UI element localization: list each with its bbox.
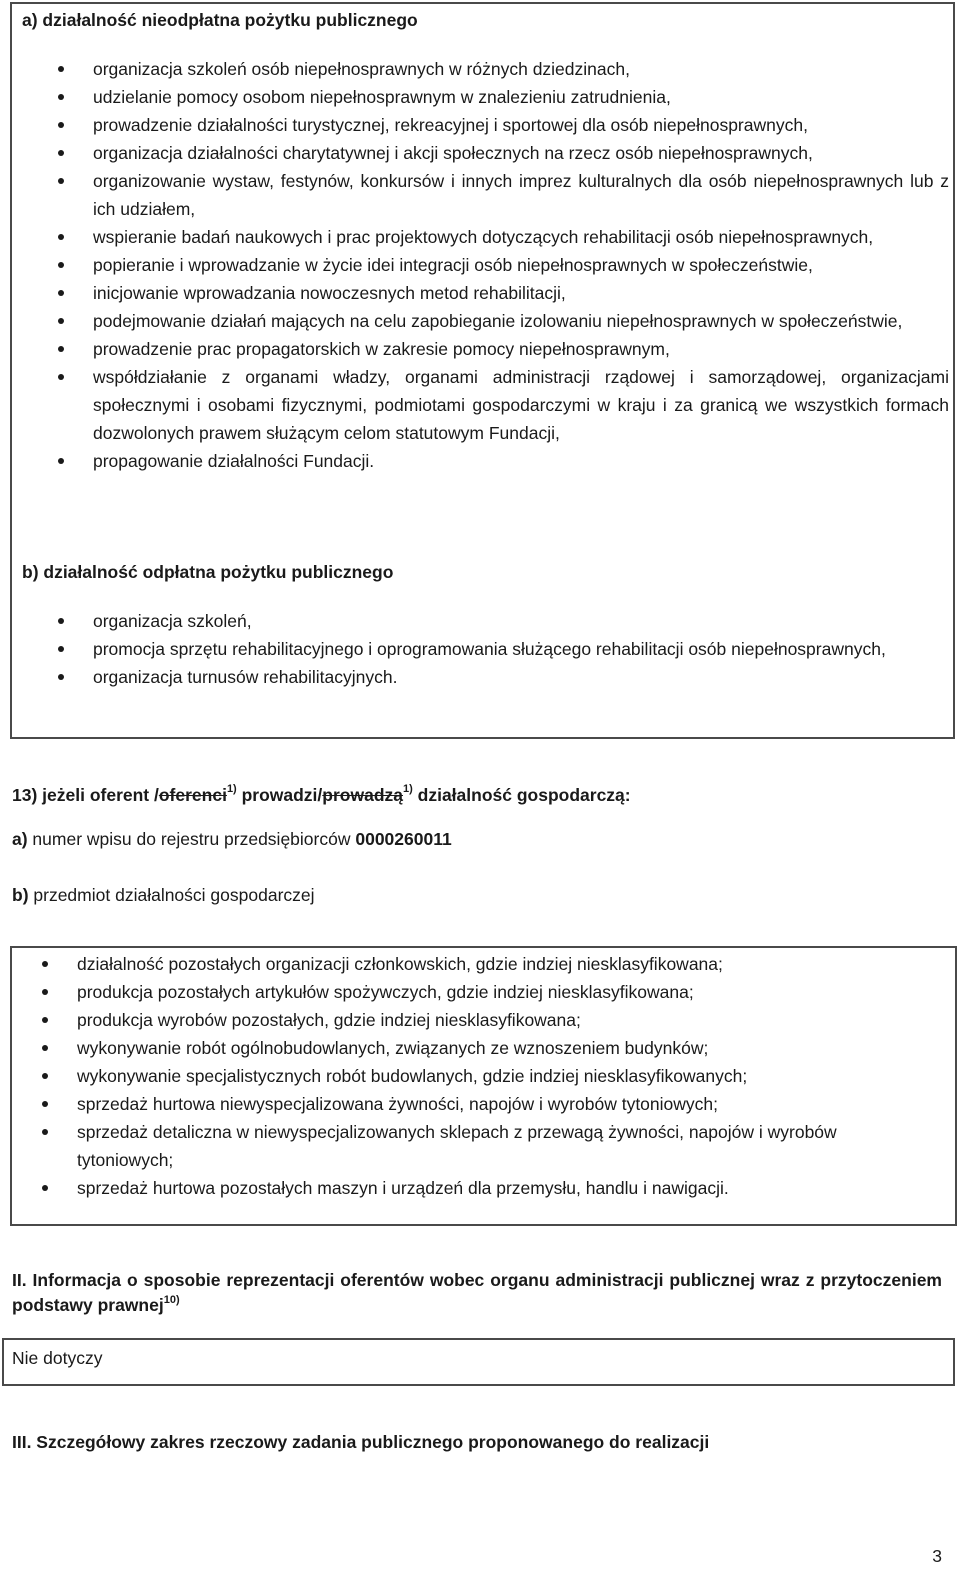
list-item: działalność pozostałych organizacji członkowskich, gdzie indziej niesklasyfikowana; xyxy=(77,950,927,978)
list-item: sprzedaż hurtowa niewyspecjalizowana żywności, napojów i wyrobów tytoniowych; xyxy=(77,1090,927,1118)
representation-value: Nie dotyczy xyxy=(12,1348,103,1368)
section-b-heading: b) działalność odpłatna pożytku publicznego xyxy=(22,562,394,582)
footnote-ref: 1) xyxy=(403,783,413,795)
list-item: sprzedaż detaliczna w niewyspecjalizowanych sklepach z przewagą żywności, napojów i wyrobów tytoniowych; xyxy=(77,1118,927,1174)
list-item: wspieranie badań naukowych i prac projektowych dotyczących rehabilitacji osób niepełnosprawnych, xyxy=(93,223,949,251)
section-a-list xyxy=(93,55,949,475)
list-item: udzielanie pomocy osobom niepełnosprawnym w znalezieniu zatrudnienia, xyxy=(93,83,949,111)
list-item: wykonywanie specjalistycznych robót budowlanych, gdzie indziej niesklasyfikowanych; xyxy=(77,1062,927,1090)
list-item: sprzedaż hurtowa pozostałych maszyn i urządzeń dla przemysłu, handlu i nawigacji. xyxy=(77,1174,927,1202)
struck-oferenci: oferenci xyxy=(158,785,227,805)
section-a-heading: a) działalność nieodpłatna pożytku publicznego xyxy=(22,10,418,30)
list-item: organizacja działalności charytatywnej i akcji społecznych na rzecz osób niepełnosprawnych, xyxy=(93,139,949,167)
footnote-ref: 10) xyxy=(163,1294,180,1306)
list-item: prowadzenie prac propagatorskich w zakresie pomocy niepełnosprawnym, xyxy=(93,335,949,363)
business-activities-list xyxy=(77,950,927,1202)
business-activities-box xyxy=(10,946,957,1226)
section-ii-heading: II. Informacja o sposobie reprezentacji oferentów wobec organu administracji publicznej wraz z przytoczeniem podstawy prawnej$^{10)}$ xyxy=(12,1270,942,1315)
list-item: promocja sprzętu rehabilitacyjnego i oprogramowania służącego rehabilitacji osób niepełnosprawnych, xyxy=(93,635,949,663)
list-item: organizacja szkoleń osób niepełnosprawnych w różnych dziedzinach, xyxy=(93,55,949,83)
list-item: prowadzenie działalności turystycznej, rekreacyjnej i sportowej dla osób niepełnosprawnych, xyxy=(93,111,949,139)
section-13-heading: 13) jeżeli oferent /oferenci$^{1)}$ prowadzi/prowadzą$^{1)}$ działalność gospodarczą: xyxy=(12,783,631,805)
section-b-list xyxy=(93,607,949,691)
business-subject-line: b) przedmiot działalności gospodarczej xyxy=(12,885,315,905)
public-benefit-activities-box xyxy=(10,2,955,739)
section-iii-heading: III. Szczegółowy zakres rzeczowy zadania publicznego proponowanego do realizacji xyxy=(12,1432,710,1452)
list-item: współdziałanie z organami władzy, organami administracji rządowej i samorządowej, organizacjami społecznymi i osobami fizycznymi, podmiotami gospodarczymi w kraju i za granicą we wszystkich formach dozwolonych prawem służącym celom statutowym Fundacji, xyxy=(93,363,949,447)
list-item: popieranie i wprowadzanie w życie idei integracji osób niepełnosprawnych w społeczeństwie, xyxy=(93,251,949,279)
list-item: produkcja wyrobów pozostałych, gdzie indziej niesklasyfikowana; xyxy=(77,1006,927,1034)
list-item: organizacja turnusów rehabilitacyjnych. xyxy=(93,663,949,691)
registry-number-line: a) numer wpisu do rejestru przedsiębiorców 0000260011 xyxy=(12,829,452,849)
list-item: produkcja pozostałych artykułów spożywczych, gdzie indziej niesklasyfikowana; xyxy=(77,978,927,1006)
list-item: podejmowanie działań mających na celu zapobieganie izolowaniu niepełnosprawnych w społeczeństwie, xyxy=(93,307,949,335)
struck-prowadza: prowadzą xyxy=(322,785,403,805)
page-number: 3 xyxy=(932,1546,942,1566)
list-item: wykonywanie robót ogólnobudowlanych, związanych ze wznoszeniem budynków; xyxy=(77,1034,927,1062)
footnote-ref: 1) xyxy=(226,783,237,795)
representation-box xyxy=(2,1338,955,1386)
list-item: organizacja szkoleń, xyxy=(93,607,949,635)
registry-number: 0000260011 xyxy=(355,829,452,849)
list-item: organizowanie wystaw, festynów, konkursów i innych imprez kulturalnych dla osób niepełnosprawnych lub z ich udziałem, xyxy=(93,167,949,223)
list-item: propagowanie działalności Fundacji. xyxy=(93,447,949,475)
list-item: inicjowanie wprowadzania nowoczesnych metod rehabilitacji, xyxy=(93,279,949,307)
